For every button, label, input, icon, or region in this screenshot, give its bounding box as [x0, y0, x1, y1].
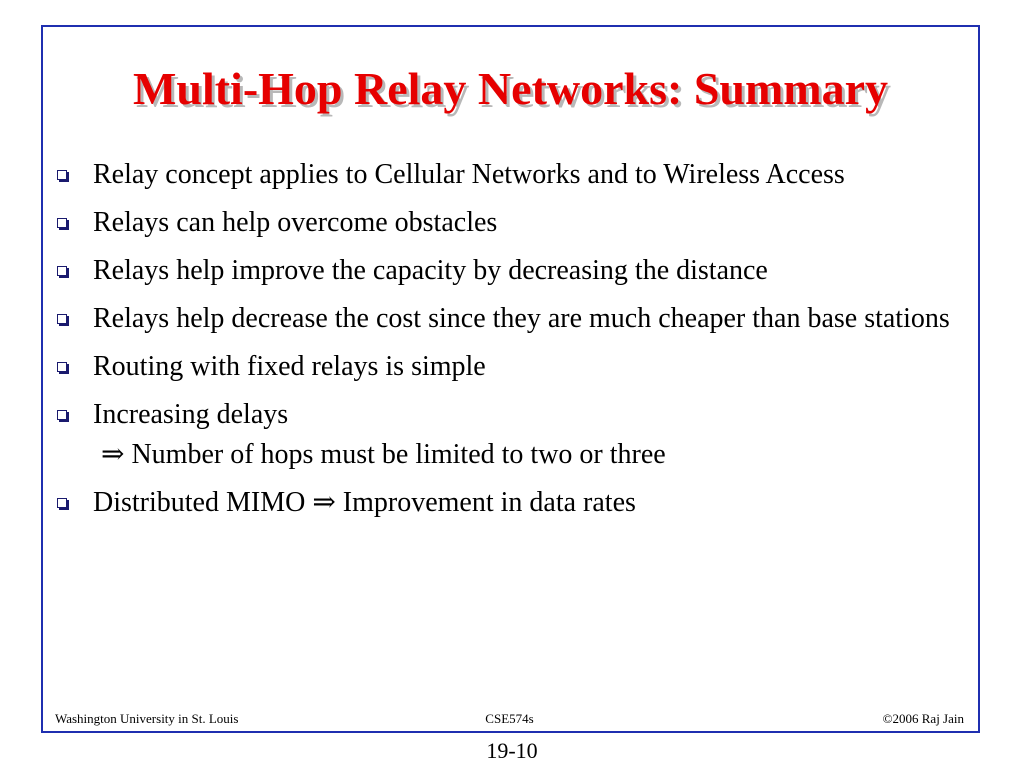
slide-footer: [55, 709, 964, 729]
hollow-square-bullet-icon: [57, 218, 67, 228]
footer-copyright: ©2006 Raj Jain: [882, 711, 964, 726]
bullet-text: Relays help decrease the cost since they are much cheaper than base stations: [93, 303, 950, 334]
bullet-text: Relay concept applies to Cellular Networks and to Wireless Access: [93, 159, 845, 190]
page-number: 19-10: [486, 738, 538, 763]
bullet-item: [55, 155, 965, 195]
bullet-subline: ⇒ Number of hops must be limited to two or three: [101, 439, 666, 470]
bullet-item: [55, 203, 965, 243]
hollow-square-bullet-icon: [57, 498, 67, 508]
bullet-text: Relays can help overcome obstacles: [93, 207, 498, 238]
bullet-item: [55, 299, 965, 339]
bullet-text: Increasing delays: [93, 399, 289, 430]
bullet-item: [55, 251, 965, 291]
bullet-text: Relays help improve the capacity by decreasing the distance: [93, 255, 768, 286]
hollow-square-bullet-icon: [57, 314, 67, 324]
bullet-item: [55, 483, 965, 523]
bullet-text: Routing with fixed relays is simple: [93, 351, 486, 382]
bullet-list: [55, 155, 965, 531]
bullet-item: [55, 395, 965, 475]
bullet-text: Distributed MIMO ⇒ Improvement in data rates: [93, 487, 636, 518]
slide-frame: [41, 25, 980, 733]
hollow-square-bullet-icon: [57, 170, 67, 180]
hollow-square-bullet-icon: [57, 410, 67, 420]
footer-institution: Washington University in St. Louis: [55, 711, 239, 726]
hollow-square-bullet-icon: [57, 266, 67, 276]
bullet-item: [55, 347, 965, 387]
hollow-square-bullet-icon: [57, 362, 67, 372]
footer-course: CSE574s: [485, 711, 534, 726]
slide-title: Multi-Hop Relay Networks: Summary: [132, 63, 889, 114]
